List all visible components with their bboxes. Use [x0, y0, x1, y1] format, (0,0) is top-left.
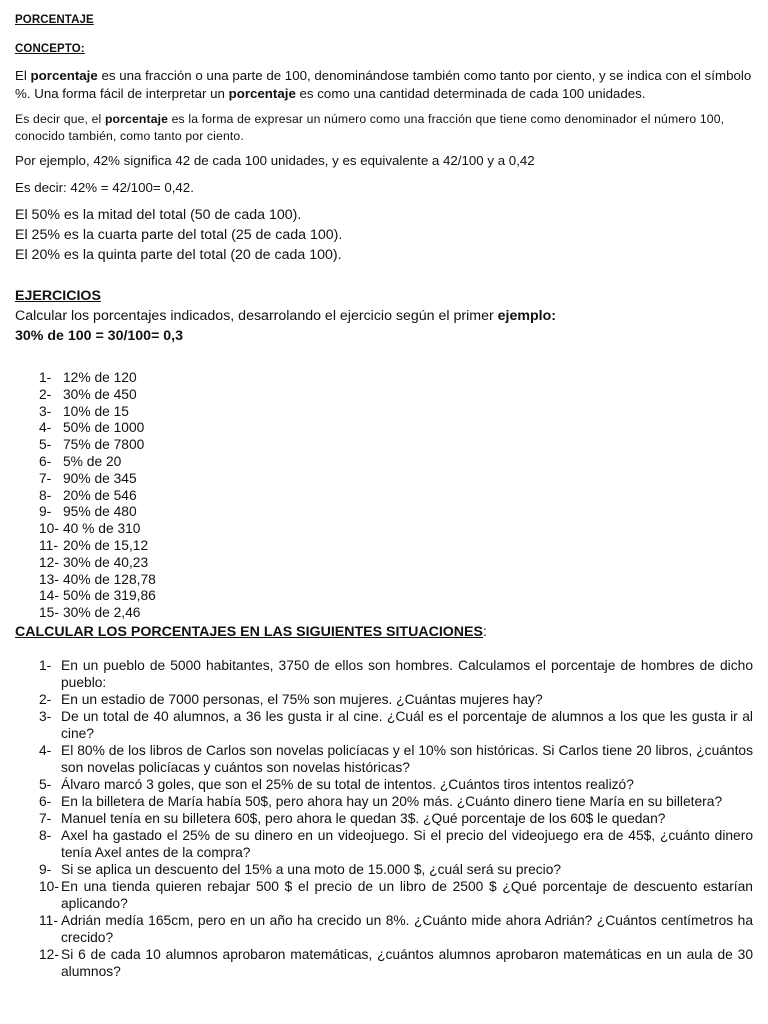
situation-text: Si se aplica un descuento del 15% a una moto de 15.000 $, ¿cuál será su precio? — [61, 862, 562, 877]
fact-line: El 25% es la cuarta parte del total (25 de cada 100). — [15, 227, 343, 243]
exercise-item — [39, 521, 156, 538]
exercise-text: 30% de 40,23 — [63, 554, 149, 570]
situation-text: Manuel tenía en su billetera 60$, pero ahora le quedan 3$. ¿Qué porcentaje de los 60$ le quedan? — [61, 811, 666, 826]
situation-item — [39, 776, 753, 793]
p1-text-3: es como una cantidad determinada de cada 100 unidades. — [295, 86, 646, 101]
instruction-text: Calcular los porcentajes indicados, desarrolando el ejercicio según el primer — [15, 308, 498, 324]
situation-list — [39, 657, 753, 980]
fact-line: El 20% es la quinta parte del total (20 de cada 100). — [15, 247, 342, 263]
worked-example: 30% de 100 = 30/100= 0,3 — [15, 328, 184, 344]
exercise-number: 8- — [39, 487, 52, 503]
situation-text: Álvaro marcó 3 goles, que son el 25% de su total de intentos. ¿Cuántos tiros intentos realizó? — [61, 777, 634, 792]
exercise-text: 30% de 2,46 — [63, 605, 141, 621]
fact-line: El 50% es la mitad del total (50 de cada 100). — [15, 207, 302, 223]
exercise-number: 12- — [39, 554, 59, 570]
concept-heading: CONCEPTO: — [15, 43, 85, 55]
exercise-list — [39, 370, 156, 622]
situation-text: En un estadio de 7000 personas, el 75% son mujeres. ¿Cuántas mujeres hay? — [61, 692, 543, 707]
situation-number: 10- — [39, 879, 59, 894]
situation-item — [39, 946, 753, 980]
situation-text: En un pueblo de 5000 habitantes, 3750 de ellos son hombres. Calculamos el porcentaje de hombres de dicho pueblo: — [61, 658, 753, 690]
exercise-item — [39, 420, 156, 437]
situation-item — [39, 793, 753, 810]
situation-item — [39, 742, 753, 776]
exercise-text: 5% de 20 — [63, 453, 122, 469]
example-line: Por ejemplo, 42% significa 42 de cada 100 unidades, y es equivalente a 42/100 y a 0,42 — [15, 153, 535, 168]
definition-paragraph — [15, 111, 753, 145]
situation-item — [39, 827, 753, 861]
exercises-title: EJERCICIOS — [15, 288, 101, 304]
exercise-item — [39, 555, 156, 572]
exercise-number: 4- — [39, 420, 52, 436]
exercise-item — [39, 605, 156, 622]
situation-text: Axel ha gastado el 25% de su dinero en un videojuego. Si el precio del videojuego era de 45$, ¿cuánto dinero tenía Axel antes de la compra? — [61, 828, 753, 860]
situation-text: El 80% de los libros de Carlos son novelas policíacas y el 10% son históricas. Si Carlos tiene 20 libros, ¿cuántos son novelas policíacas y cuántos son novelas históricas? — [61, 743, 753, 775]
exercise-number: 10- — [39, 521, 59, 537]
exercise-item — [39, 454, 156, 471]
exercise-number: 7- — [39, 470, 52, 486]
situation-item — [39, 691, 753, 708]
exercise-item — [39, 437, 156, 454]
exercise-text: 40% de 128,78 — [63, 571, 156, 587]
situation-text: Si 6 de cada 10 alumnos aprobaron matemáticas, ¿cuántos alumnos aprobaron matemáticas en un aula de 30 alumnos? — [61, 947, 753, 979]
exercise-item — [39, 588, 156, 605]
exercise-number: 3- — [39, 403, 52, 419]
exercise-item — [39, 538, 156, 555]
p1-text-2: es una fracción o una parte de 100, denominándose también como tanto por ciento, y se indica con el símbolo %. Una forma fácil de interpretar un — [15, 68, 752, 101]
p2-text-1: Es decir que, el — [15, 112, 105, 126]
situation-number: 4- — [39, 743, 52, 758]
exercise-text: 75% de 7800 — [63, 437, 145, 453]
exercises-instruction — [15, 308, 556, 324]
p1-text-1: El — [15, 68, 31, 83]
situation-text: En una tienda quieren rebajar 500 $ el precio de un libro de 2500 $ ¿Qué porcentaje de descuento estarían aplicando? — [61, 879, 753, 911]
situation-item — [39, 878, 753, 912]
exercise-text: 20% de 546 — [63, 487, 137, 503]
situation-number: 12- — [39, 947, 59, 962]
exercise-item — [39, 504, 156, 521]
exercise-item — [39, 471, 156, 488]
exercise-text: 20% de 15,12 — [63, 537, 149, 553]
es-decir-line: Es decir: 42% = 42/100= 0,42. — [15, 180, 194, 195]
exercise-number: 13- — [39, 571, 59, 587]
exercise-number: 11- — [39, 537, 58, 553]
situation-number: 11- — [39, 913, 58, 928]
situations-title-text: CALCULAR LOS PORCENTAJES EN LAS SIGUIENTES SITUACIONES — [15, 624, 483, 640]
exercise-number: 5- — [39, 437, 52, 453]
situation-item — [39, 810, 753, 827]
exercise-text: 50% de 1000 — [63, 420, 145, 436]
situation-number: 3- — [39, 709, 52, 724]
exercise-number: 2- — [39, 386, 52, 402]
situation-number: 6- — [39, 794, 52, 809]
exercise-text: 90% de 345 — [63, 470, 137, 486]
situation-text: Adrián medía 165cm, pero en un año ha crecido un 8%. ¿Cuánto mide ahora Adrián? ¿Cuántos centímetros ha crecido? — [61, 913, 753, 945]
exercise-item — [39, 387, 156, 404]
exercise-number: 6- — [39, 453, 52, 469]
situation-item — [39, 861, 753, 878]
situation-item — [39, 708, 753, 742]
exercise-number: 1- — [39, 370, 52, 385]
p1-bold-2: porcentaje — [228, 86, 296, 101]
situation-number: 5- — [39, 777, 52, 792]
document-title: PORCENTAJE — [15, 14, 94, 26]
p2-text-2: es la forma de expresar un número como una fracción que tiene como denominador el número 100, conocido también, como tanto por ciento. — [15, 112, 725, 143]
situation-text: En la billetera de María había 50$, pero ahora hay un 20% más. ¿Cuánto dinero tiene María en su billetera? — [61, 794, 723, 809]
situations-title-colon: : — [482, 624, 487, 640]
situation-text: De un total de 40 alumnos, a 36 les gusta ir al cine. ¿Cuál es el porcentaje de alumnos a los que les gusta ir al cine? — [61, 709, 753, 741]
exercise-text: 40 % de 310 — [63, 521, 141, 537]
situation-item — [39, 657, 753, 691]
situation-number: 2- — [39, 692, 52, 707]
p2-bold-1: porcentaje — [104, 112, 169, 126]
p1-bold-1: porcentaje — [30, 68, 98, 83]
situation-number: 8- — [39, 828, 52, 843]
exercise-item — [39, 572, 156, 589]
instruction-bold: ejemplo: — [497, 308, 556, 324]
exercise-text: 12% de 120 — [63, 370, 137, 385]
exercise-text: 30% de 450 — [63, 386, 137, 402]
situation-number: 9- — [39, 862, 52, 877]
situation-number: 7- — [39, 811, 52, 826]
concept-paragraph — [15, 67, 753, 103]
exercise-item — [39, 488, 156, 505]
exercise-item — [39, 370, 156, 387]
situations-title — [15, 624, 487, 640]
situation-item — [39, 912, 753, 946]
situation-number: 1- — [39, 658, 52, 673]
exercise-item — [39, 404, 156, 421]
exercise-text: 95% de 480 — [63, 504, 137, 520]
exercise-number: 9- — [39, 504, 52, 520]
exercise-number: 15- — [39, 605, 59, 621]
exercise-number: 14- — [39, 588, 59, 604]
exercise-text: 10% de 15 — [63, 403, 129, 419]
exercise-text: 50% de 319,86 — [63, 588, 156, 604]
